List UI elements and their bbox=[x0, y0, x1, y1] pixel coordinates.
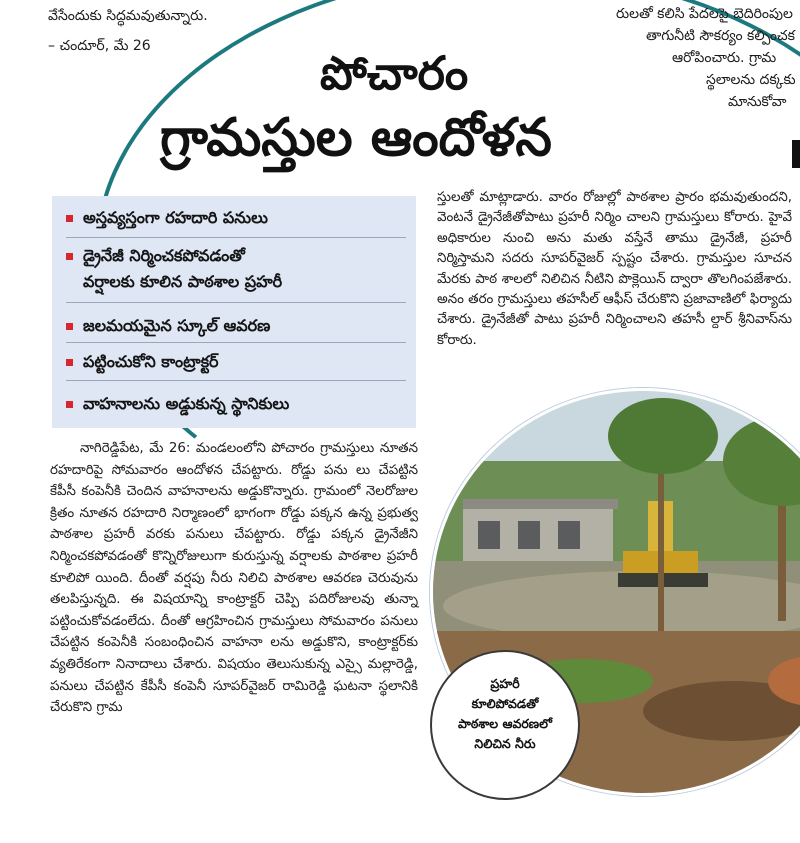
article-body-paragraph: నాగిరెడ్డిపేట, మే 26: మండలంలోని పోచారం గ్రామస్తులు నూతన రహదారిపై సోమవారం ఆందోళన చేపట్టారు. రోడ్డు పను లు చేపట్టిన కేపీసీ కంపెనీకి చెందిన వాహనాలను అడ్డుకొన్నారు. గ్రామంలో నెలరోజుల క్రితం నూతన రహదారి నిర్మాణంలో భాగంగా రోడ్డు పక్కన ఉన్న ప్రభుత్వ పాఠశాల ప్రహరీ వరకు పనులు చేపట్టారు. రోడ్డు పక్కన డ్రైనేజీని నిర్మించకపోవడంతో కొన్నిరోజులుగా కురుస్తున్న వర్షాలకు పాఠశాల ప్రహరీ కూలిపో యింది. దీంతో వర్షపు నీరు నిలిచి పాఠశాల ఆవరణ చెరువును తలపిస్తున్నది. ఈ విషయాన్ని కాంట్రాక్టర్ చెప్పి పదిరోజులవు తున్నా పట్టించుకోవడంలేదు. దీంతో ఆగ్రహించిన గ్రామస్తులు సోమవారం పనులు చేపట్టిన కంపెనీకి సంబంధించిన వాహనా లను అడ్డుకొని, కాంట్రాక్టర్‌కు వ్యతిరేకంగా నినాదాలు చేశారు. విషయం తెలుసుకున్న ఎస్సై మల్లారెడ్డి, పనులు చేపట్టిన కేపీసీ కంపెనీ సూపర్‌వైజర్ రామిరెడ్డి ఘటనా స్థలానికి చేరుకొని గ్రామ bbox=[50, 441, 418, 716]
bullet-marker-icon bbox=[66, 401, 73, 408]
photo-caption-line: ప్రహరీ bbox=[490, 676, 520, 691]
article-body bbox=[50, 438, 418, 719]
bullet-marker-icon bbox=[66, 215, 73, 222]
bullet-marker-icon bbox=[66, 253, 73, 260]
prev-article-fragment: వేసేందుకు సిద్ధమవుతున్నారు. bbox=[48, 8, 208, 24]
headline-kicker: పోచారం bbox=[320, 46, 469, 100]
divider bbox=[66, 302, 406, 303]
highlight-item: పట్టించుకోని కాంట్రాక్టర్ bbox=[66, 352, 219, 375]
divider bbox=[66, 380, 406, 381]
side-fragment-mark bbox=[792, 140, 800, 168]
divider bbox=[66, 342, 406, 343]
headline: గ్రామస్తుల ఆందోళన bbox=[160, 108, 552, 168]
side-fragment-line: రులతో కలిసి పేదలపై బెదిరింపుల bbox=[616, 6, 793, 22]
highlight-item: అస్తవ్యస్తంగా రహదారి పనులు bbox=[66, 208, 268, 231]
photo-caption-line: నిలిచిన నీరు bbox=[474, 736, 536, 751]
side-fragment-line: తాగునీటి సౌకర్యం కల్పించక bbox=[646, 28, 795, 44]
highlight-item: వాహనాలను అడ్డుకున్న స్థానికులు bbox=[66, 394, 289, 417]
article-continuation-paragraph: స్తులతో మాట్లాడారు. వారం రోజుల్లో పాఠశాల ప్రారం భమవుతుందని, వెంటనే డ్రైనేజీతోపాటు ప్రహరీ నిర్మిం చాలని గ్రామస్తులు కోరారు. హైవే అధికారుల నుంచి అను మతు వస్తేనే తాము డ్రైనేజీ, ప్రహరీ నిర్మిస్తామని సదరు సూపర్‌వైజర్ స్పష్టం చేశారు. గ్రామస్తుల సూచన మేరకు పాఠ శాలలో నిలిచిన నీటిని పొక్లెయిన్ ద్వారా తొలగింపజేశారు. అనం తరం గ్రామస్తులు తహసీల్ ఆఫీస్ చేరుకొని ప్రజావాణిలో ఫిర్యాదు చేశారు. డ్రైనేజీతో పాటు ప్రహరీ నిర్మించాలని తహసీ ల్దార్ శ్రీనివాస్‌ను కోరారు. bbox=[437, 190, 792, 348]
highlights-box bbox=[52, 196, 416, 428]
prev-article-byline: – చందూర్, మే 26 bbox=[48, 38, 151, 54]
side-fragment-line: మానుకోవా bbox=[728, 94, 787, 110]
highlight-item-continued: వర్షాలకు కూలిన పాఠశాల ప్రహరీ bbox=[83, 272, 283, 291]
photo-caption-line: పాఠశాల ఆవరణలో bbox=[457, 716, 552, 731]
divider bbox=[66, 237, 406, 238]
photo-caption bbox=[430, 650, 580, 800]
side-fragment-line: ఆరోపించారు. గ్రామ bbox=[672, 50, 777, 66]
highlight-item: డ్రైనేజీ నిర్మించకపోవడంతో bbox=[66, 246, 245, 269]
article-continuation bbox=[437, 188, 792, 351]
bullet-marker-icon bbox=[66, 323, 73, 330]
highlight-item: జలమయమైన స్కూల్ ఆవరణ bbox=[66, 316, 270, 339]
side-fragment-line: స్థలాలను దక్కకు bbox=[706, 72, 796, 88]
photo-caption-line: కూలిపోవడతో bbox=[471, 696, 539, 711]
bullet-marker-icon bbox=[66, 359, 73, 366]
